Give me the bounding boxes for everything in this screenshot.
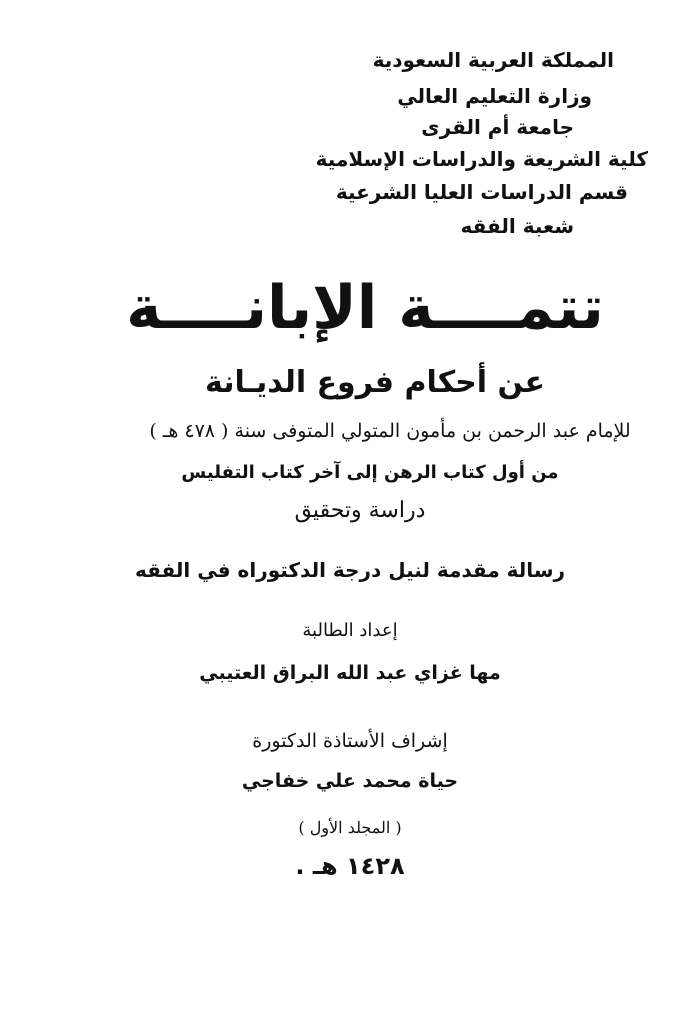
- supervisor-name: حياة محمد علي خفاجي: [241, 770, 459, 792]
- volume-label: ( المجلد الأول ): [298, 818, 402, 837]
- book-subtitle: عن أحكام فروع الديـانة: [205, 365, 545, 400]
- study-label: دراسة وتحقيق: [294, 498, 426, 523]
- book-author-line: للإمام عبد الرحمن بن مأمون المتولي المتوفى سنة ( ٤٧٨ هـ ): [149, 420, 631, 442]
- student-name: مها غزاي عبد الله البراق العتيبي: [199, 662, 501, 684]
- supervisor-label: إشراف الأستاذة الدكتورة: [252, 730, 448, 752]
- prepared-by-label: إعداد الطالبة: [302, 620, 398, 641]
- thesis-statement: رسالة مقدمة لنيل درجة الدكتوراه في الفقه: [135, 558, 565, 582]
- institution-country: المملكة العربية السعودية: [372, 48, 614, 72]
- institution-college: كلية الشريعة والدراسات الإسلامية: [315, 147, 648, 171]
- book-title: تتمــــة الإبانــــة: [126, 273, 604, 343]
- hijri-year: ١٤٢٨ هـ .: [295, 852, 405, 880]
- book-scope: من أول كتاب الرهن إلى آخر كتاب التفليس: [181, 462, 559, 483]
- institution-ministry: وزارة التعليم العالي: [397, 84, 592, 108]
- institution-university: جامعة أم القرى: [421, 115, 574, 139]
- institution-department: قسم الدراسات العليا الشرعية: [335, 180, 628, 204]
- institution-division: شعبة الفقه: [460, 214, 574, 238]
